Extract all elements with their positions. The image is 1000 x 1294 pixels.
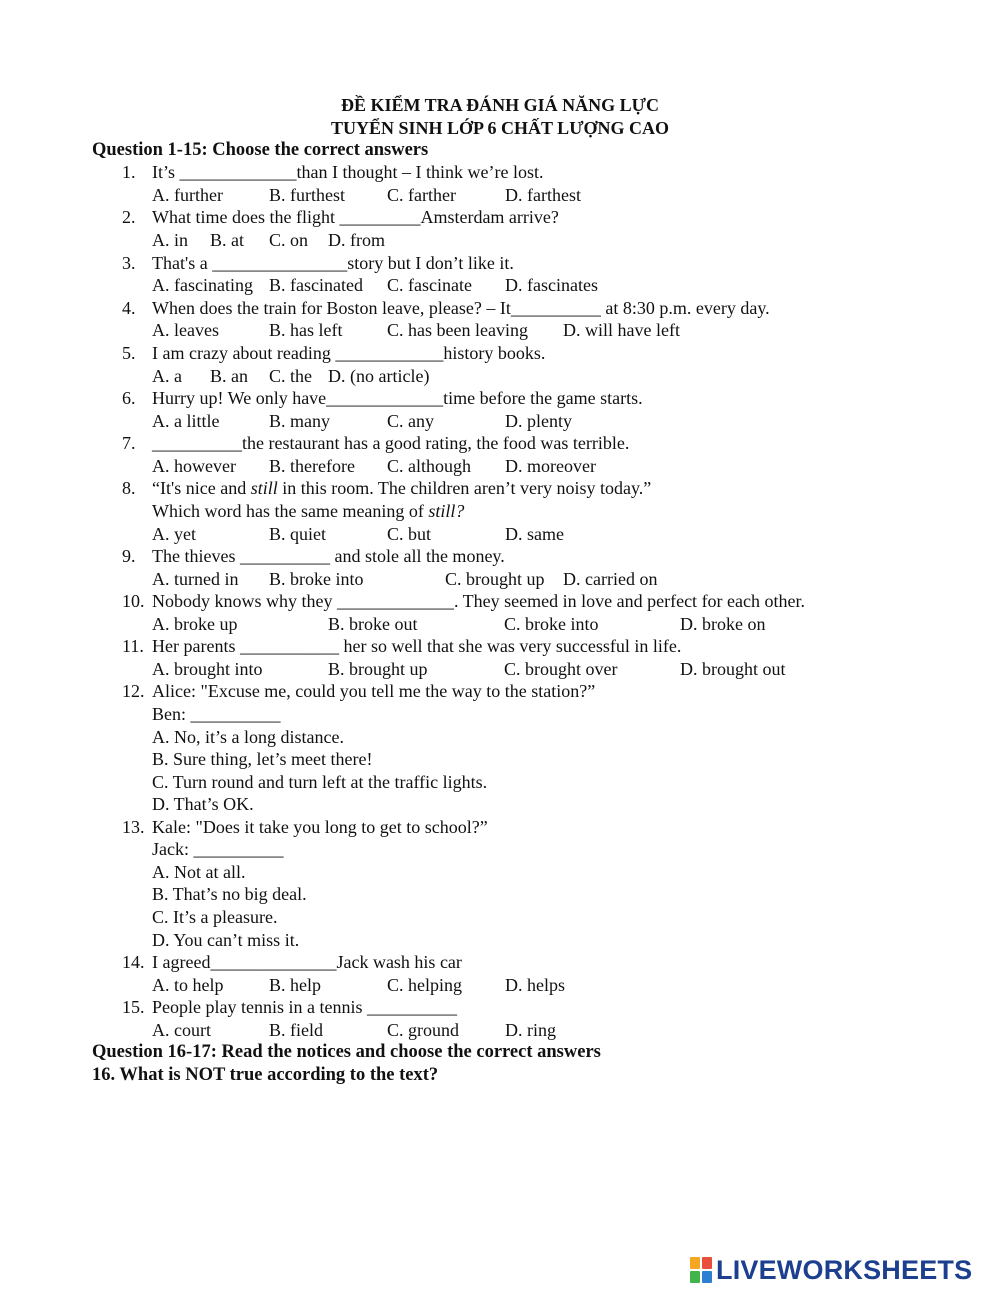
- q12-stem-line2: Ben: __________: [152, 704, 281, 724]
- section1-heading: Question 1-15: Choose the correct answers: [92, 140, 429, 160]
- q2-number: 2.: [122, 207, 136, 227]
- q13-option-a[interactable]: A. Not at all.: [152, 862, 246, 882]
- q6-option-c[interactable]: C. any: [387, 411, 434, 431]
- q16-heading: 16. What is NOT true according to the text?: [92, 1065, 439, 1085]
- section2-heading: Question 16-17: Read the notices and choose the correct answers: [92, 1042, 601, 1062]
- q14-option-b[interactable]: B. help: [269, 975, 321, 995]
- q15-option-d[interactable]: D. ring: [505, 1020, 556, 1040]
- q8-stem-line2: [152, 500, 464, 522]
- q5-option-d[interactable]: D. (no article): [328, 366, 430, 386]
- q1-stem: It’s _____________than I thought – I think we’re lost.: [152, 162, 544, 182]
- q8-number: 8.: [122, 478, 136, 498]
- q1-option-a[interactable]: A. further: [152, 185, 223, 205]
- logo-block-1: [690, 1257, 700, 1269]
- q6-number: 6.: [122, 388, 136, 408]
- q15-option-c[interactable]: C. ground: [387, 1020, 459, 1040]
- q12-stem: Alice: "Excuse me, could you tell me the way to the station?”: [152, 681, 596, 701]
- q7-number: 7.: [122, 433, 136, 453]
- q13-option-d[interactable]: D. You can’t miss it.: [152, 930, 300, 950]
- q3-option-b[interactable]: B. fascinated: [269, 275, 363, 295]
- q8-option-d[interactable]: D. same: [505, 524, 564, 544]
- q8-stem-part1: “It's nice and: [152, 478, 251, 498]
- q13-stem-line2: Jack: __________: [152, 839, 284, 859]
- q13-option-c[interactable]: C. It’s a pleasure.: [152, 907, 278, 927]
- q4-option-c[interactable]: C. has been leaving: [387, 320, 528, 340]
- q10-option-b[interactable]: B. broke out: [328, 614, 418, 634]
- q10-stem: Nobody knows why they _____________. They seemed in love and perfect for each other.: [152, 591, 806, 611]
- q5-stem: I am crazy about reading ____________history books.: [152, 343, 546, 363]
- q5-number: 5.: [122, 343, 136, 363]
- q12-option-d[interactable]: D. That’s OK.: [152, 794, 254, 814]
- q4-option-a[interactable]: A. leaves: [152, 320, 219, 340]
- q12-number: 12.: [122, 681, 145, 701]
- q8-option-b[interactable]: B. quiet: [269, 524, 326, 544]
- doc-title-line2: TUYỂN SINH LỚP 6 CHẤT LƯỢNG CAO: [330, 118, 670, 138]
- q10-option-c[interactable]: C. broke into: [504, 614, 599, 634]
- q8-stem2-part1: Which word has the same meaning of: [152, 501, 429, 521]
- q9-option-c[interactable]: C. brought up: [445, 569, 545, 589]
- q2-stem: What time does the flight _________Amsterdam arrive?: [152, 207, 559, 227]
- q4-stem: When does the train for Boston leave, please? – It__________ at 8:30 p.m. every day.: [152, 298, 770, 318]
- q7-option-c[interactable]: C. although: [387, 456, 471, 476]
- q11-option-d[interactable]: D. brought out: [680, 659, 786, 679]
- q10-option-a[interactable]: A. broke up: [152, 614, 238, 634]
- q12-option-a[interactable]: A. No, it’s a long distance.: [152, 727, 344, 747]
- q8-stem-keyword: still: [250, 478, 278, 498]
- q1-option-c[interactable]: C. farther: [387, 185, 456, 205]
- q15-number: 15.: [122, 997, 145, 1017]
- q8-option-a[interactable]: A. yet: [152, 524, 196, 544]
- q3-option-d[interactable]: D. fascinates: [505, 275, 598, 295]
- q14-number: 14.: [122, 952, 145, 972]
- q6-option-a[interactable]: A. a little: [152, 411, 220, 431]
- q15-stem: People play tennis in a tennis __________: [152, 997, 457, 1017]
- q5-option-b[interactable]: B. an: [210, 366, 248, 386]
- q9-stem: The thieves __________ and stole all the money.: [152, 546, 505, 566]
- q14-option-c[interactable]: C. helping: [387, 975, 462, 995]
- q11-number: 11.: [122, 636, 144, 656]
- q10-number: 10.: [122, 591, 145, 611]
- q12-option-b[interactable]: B. Sure thing, let’s meet there!: [152, 749, 373, 769]
- q13-stem: Kale: "Does it take you long to get to school?”: [152, 817, 488, 837]
- q5-option-a[interactable]: A. a: [152, 366, 182, 386]
- q11-option-b[interactable]: B. brought up: [328, 659, 428, 679]
- q7-stem: __________the restaurant has a good rating, the food was terrible.: [152, 433, 630, 453]
- q5-option-c[interactable]: C. the: [269, 366, 312, 386]
- q8-stem2-keyword: still?: [428, 501, 465, 521]
- q15-option-b[interactable]: B. field: [269, 1020, 323, 1040]
- q4-option-b[interactable]: B. has left: [269, 320, 343, 340]
- q3-number: 3.: [122, 253, 136, 273]
- logo-wordmark: LIVEWORKSHEETS: [716, 1254, 973, 1285]
- q2-option-d[interactable]: D. from: [328, 230, 385, 250]
- q11-stem: Her parents ___________ her so well that she was very successful in life.: [152, 636, 682, 656]
- q8-stem-part2: in this room. The children aren’t very noisy today.”: [277, 478, 652, 498]
- q7-option-a[interactable]: A. however: [152, 456, 236, 476]
- q9-option-a[interactable]: A. turned in: [152, 569, 239, 589]
- q4-number: 4.: [122, 298, 136, 318]
- q11-option-a[interactable]: A. brought into: [152, 659, 263, 679]
- q1-option-d[interactable]: D. farthest: [505, 185, 581, 205]
- q4-option-d[interactable]: D. will have left: [563, 320, 680, 340]
- q8-stem: [152, 477, 651, 499]
- q14-stem: I agreed______________Jack wash his car: [152, 952, 462, 972]
- q13-option-b[interactable]: B. That’s no big deal.: [152, 884, 307, 904]
- q12-option-c[interactable]: C. Turn round and turn left at the traffic lights.: [152, 772, 488, 792]
- liveworksheets-logo: [690, 1256, 972, 1284]
- logo-block-4: [702, 1271, 712, 1283]
- q9-option-d[interactable]: D. carried on: [563, 569, 658, 589]
- q6-stem: Hurry up! We only have_____________time before the game starts.: [152, 388, 643, 408]
- q3-option-c[interactable]: C. fascinate: [387, 275, 472, 295]
- q2-option-a[interactable]: A. in: [152, 230, 188, 250]
- q14-option-a[interactable]: A. to help: [152, 975, 224, 995]
- q7-option-b[interactable]: B. therefore: [269, 456, 355, 476]
- q9-option-b[interactable]: B. broke into: [269, 569, 364, 589]
- q3-option-a[interactable]: A. fascinating: [152, 275, 253, 295]
- q13-number: 13.: [122, 817, 145, 837]
- q15-option-a[interactable]: A. court: [152, 1020, 211, 1040]
- q2-option-b[interactable]: B. at: [210, 230, 244, 250]
- q7-option-d[interactable]: D. moreover: [505, 456, 596, 476]
- q14-option-d[interactable]: D. helps: [505, 975, 565, 995]
- q9-number: 9.: [122, 546, 136, 566]
- q11-option-c[interactable]: C. brought over: [504, 659, 618, 679]
- q10-option-d[interactable]: D. broke on: [680, 614, 766, 634]
- q2-option-c[interactable]: C. on: [269, 230, 309, 250]
- q6-option-d[interactable]: D. plenty: [505, 411, 572, 431]
- q6-option-b[interactable]: B. many: [269, 411, 330, 431]
- q8-option-c[interactable]: C. but: [387, 524, 432, 544]
- logo-block-3: [690, 1271, 700, 1283]
- logo-blocks-icon: [690, 1257, 712, 1283]
- doc-title-line1: ĐỀ KIỂM TRA ĐÁNH GIÁ NĂNG LỰC: [340, 95, 660, 115]
- q1-number: 1.: [122, 162, 136, 182]
- q3-stem: That's a _______________story but I don’t like it.: [152, 253, 514, 273]
- q1-option-b[interactable]: B. furthest: [269, 185, 345, 205]
- logo-block-2: [702, 1257, 712, 1269]
